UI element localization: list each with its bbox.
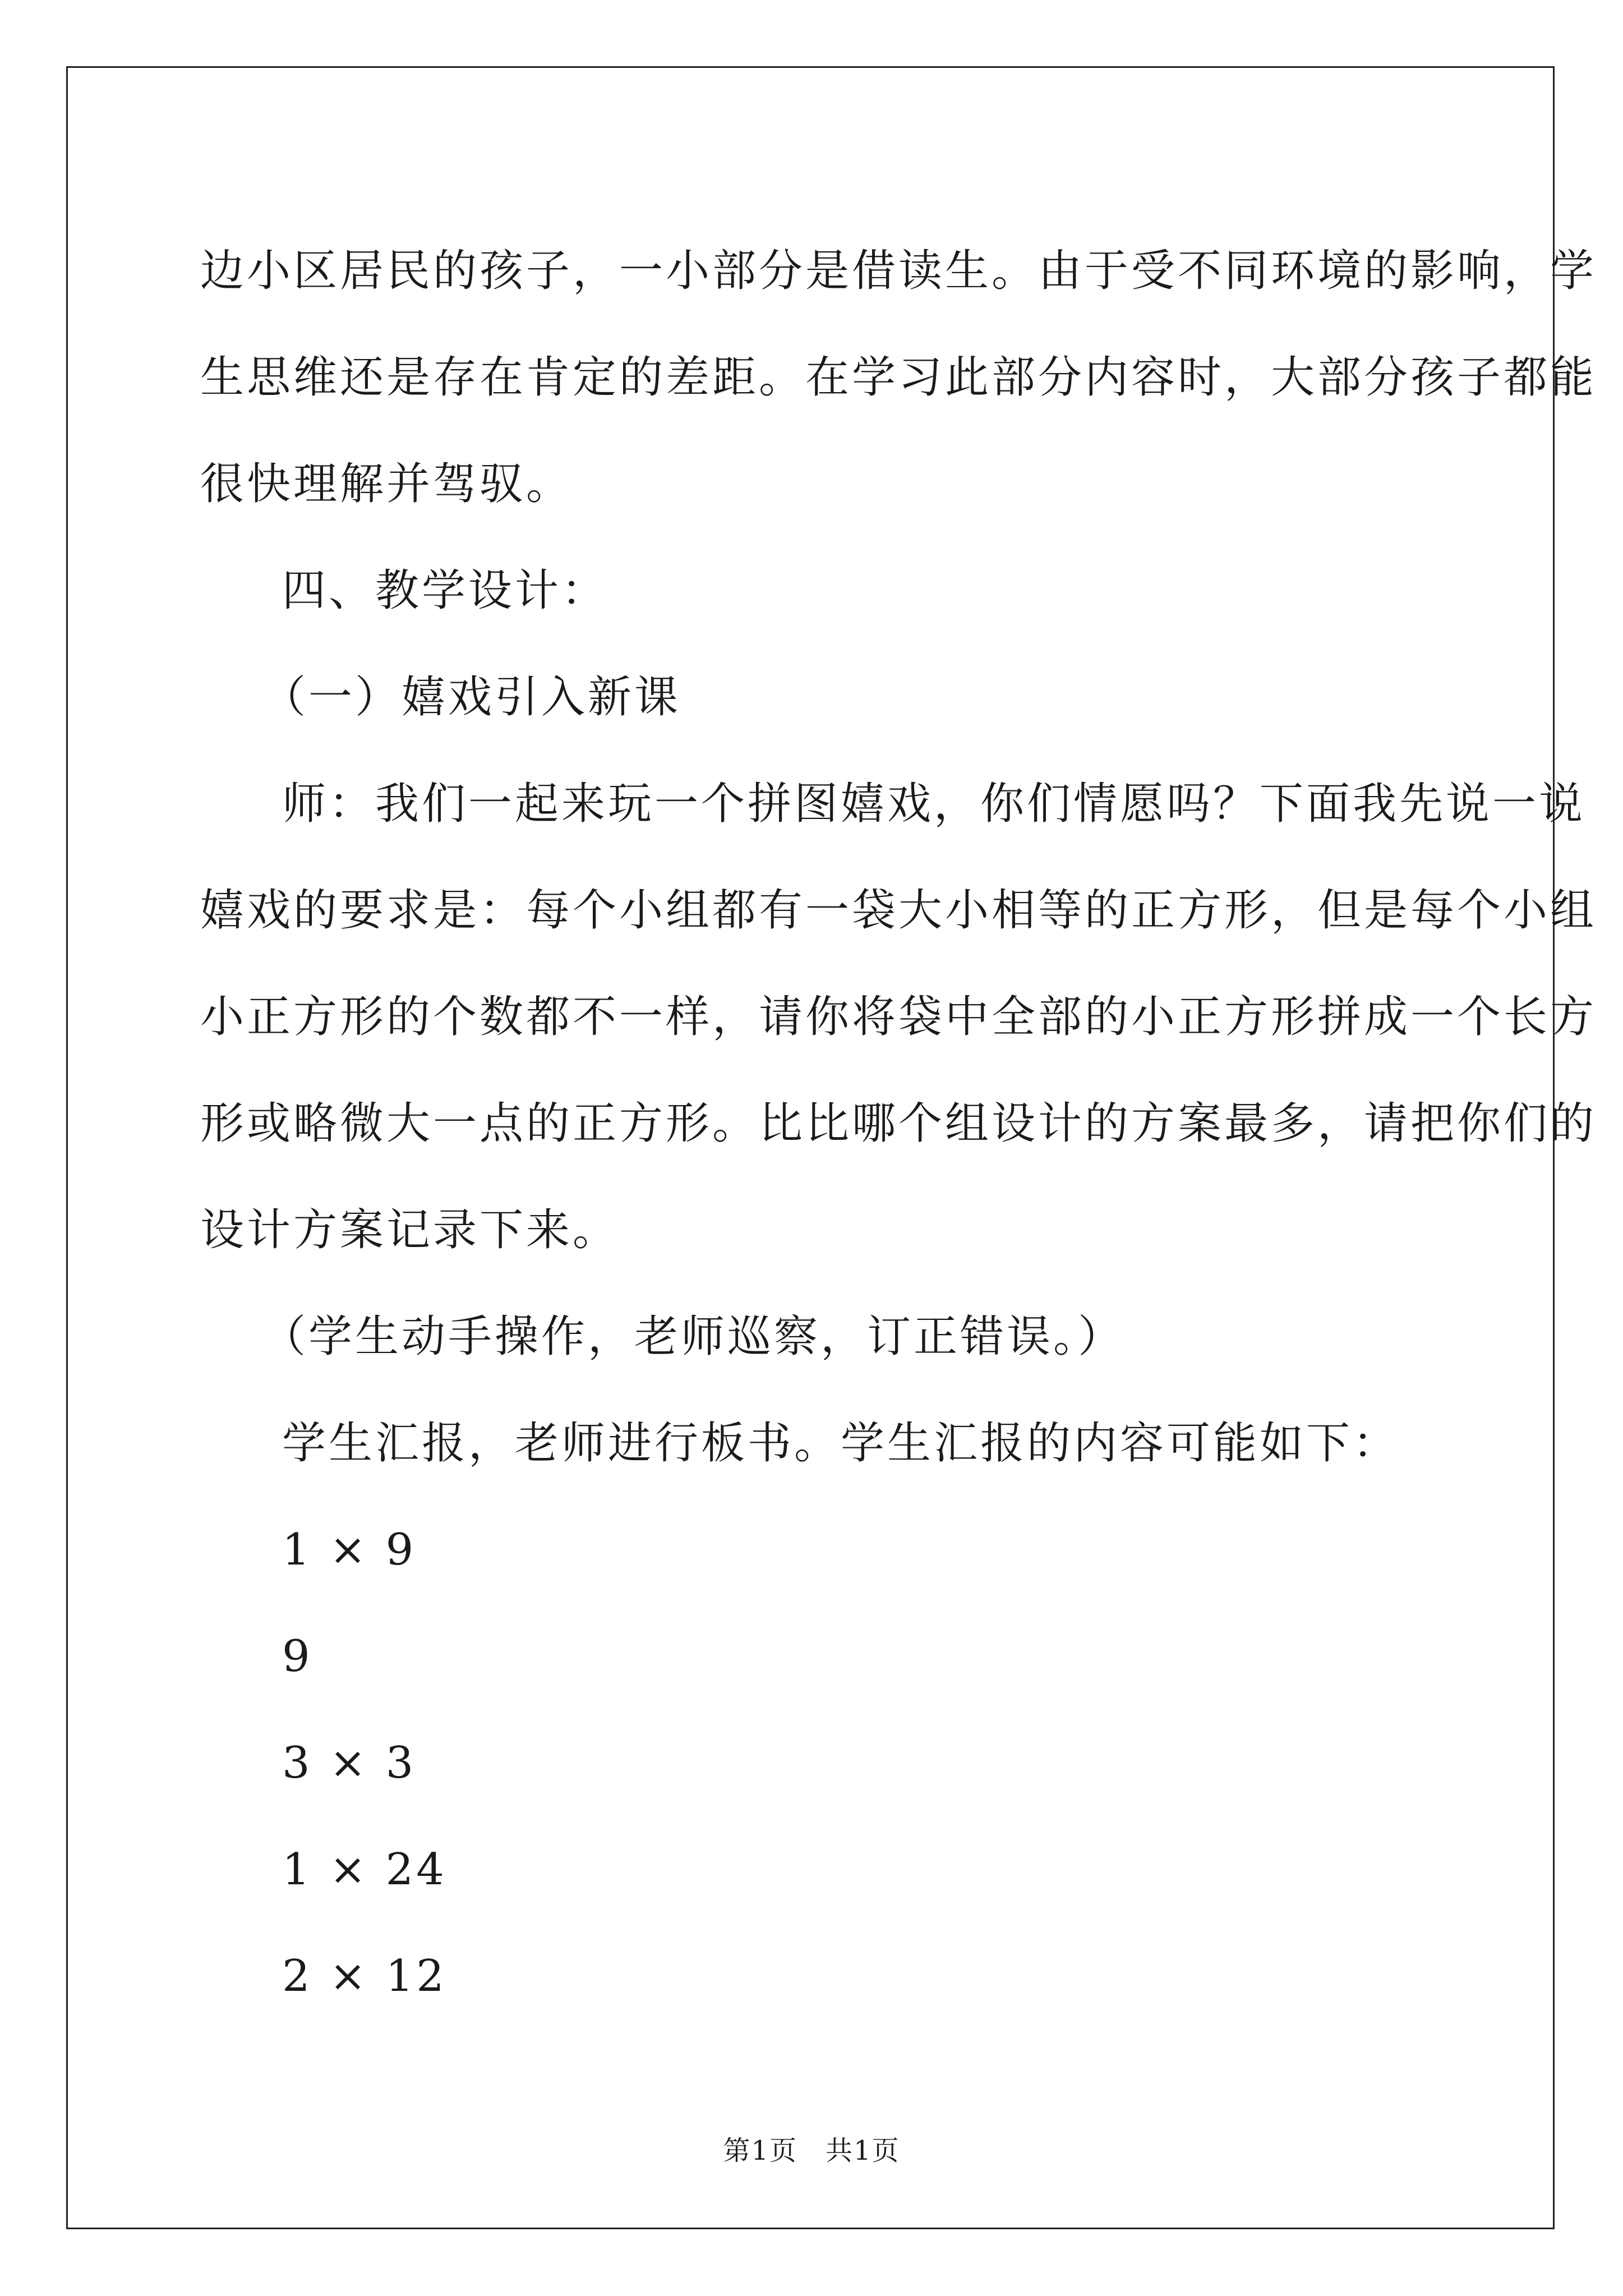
paragraph-line: 小正方形的个数都不一样，请你将袋中全部的小正方形拼成一个长方 (200, 992, 1597, 1042)
paragraph-line: 很快理解并驾驭。 (200, 459, 573, 509)
section-heading: 四、教学设计： (282, 565, 608, 616)
list-item: 2 × 12 (282, 1951, 447, 2001)
paragraph-line: 设计方案记录下来。 (200, 1205, 620, 1255)
paragraph-note: （学生动手操作，老师巡察，订正错误。） (262, 1312, 1125, 1362)
paragraph-line: 生思维还是存在肯定的差距。在学习此部分内容时，大部分孩子都能 (200, 352, 1597, 403)
paragraph-line: 师：我们一起来玩一个拼图嬉戏，你们情愿吗？下面我先说一说 (282, 779, 1586, 829)
paragraph-line: 学生汇报，老师进行板书。学生汇报的内容可能如下： (282, 1418, 1400, 1469)
paragraph-line: 边小区居民的孩子，一小部分是借读生。由于受不同环境的影响，学 (200, 246, 1597, 296)
subsection-heading: （一）嬉戏引入新课 (262, 672, 681, 723)
paragraph-line: 嬉戏的要求是：每个小组都有一袋大小相等的正方形，但是每个小组 (200, 885, 1597, 936)
list-item: 1 × 24 (282, 1844, 447, 1895)
list-item: 9 (282, 1631, 313, 1682)
document-body (200, 218, 1597, 2030)
list-item: 3 × 3 (282, 1738, 417, 1788)
paragraph-line: 形或略微大一点的正方形。比比哪个组设计的方案最多，请把你们的 (200, 1098, 1597, 1149)
page-footer: 第1页 共1页 (723, 2135, 900, 2166)
list-item: 1 × 9 (282, 1525, 417, 1575)
